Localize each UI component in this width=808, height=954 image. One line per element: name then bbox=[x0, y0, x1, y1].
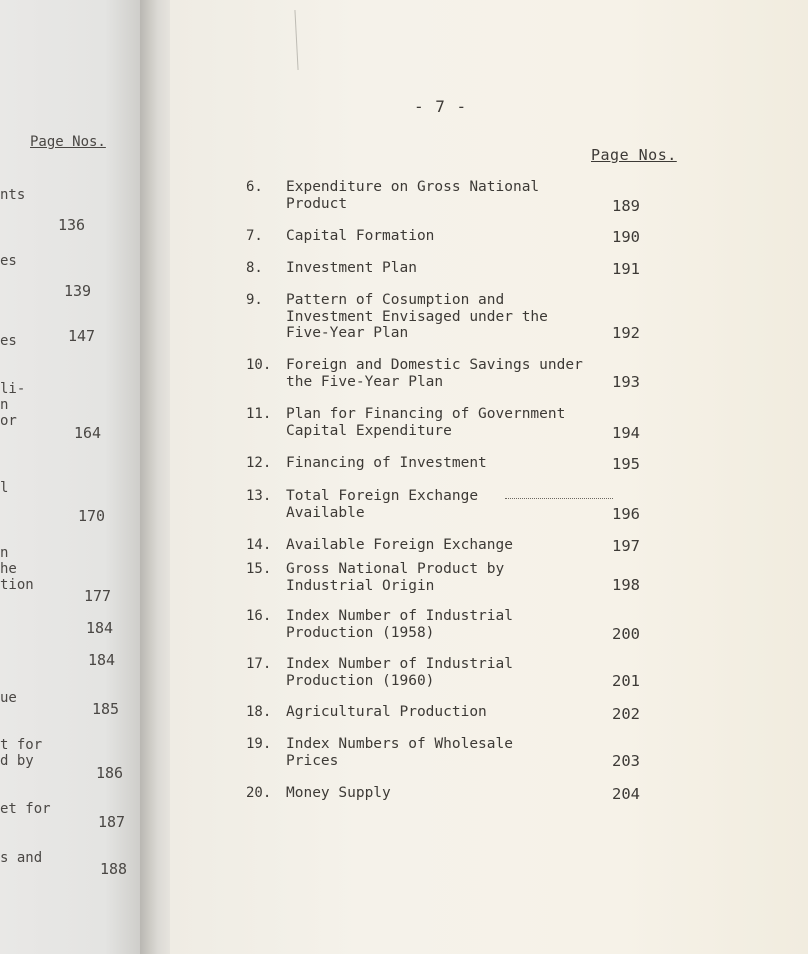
left-fragment-page: 186 bbox=[96, 764, 124, 782]
entry-page: 195 bbox=[612, 455, 640, 473]
entry-number: 18. bbox=[246, 704, 272, 720]
entry-number: 10. bbox=[246, 357, 272, 373]
entry-number: 20. bbox=[246, 785, 272, 801]
left-fragment-page: 187 bbox=[98, 813, 126, 831]
left-fragment-text: es bbox=[0, 253, 17, 269]
entry-title: Plan for Financing of Government Capital Expenditure bbox=[286, 406, 566, 439]
entry-title: Pattern of Cosumption and Investment Envisaged under the Five-Year Plan bbox=[286, 292, 548, 341]
left-fragment-page: 184 bbox=[86, 619, 114, 637]
right-page bbox=[170, 0, 808, 954]
left-page bbox=[0, 0, 150, 954]
entry-page: 194 bbox=[612, 424, 640, 442]
entry-title: Total Foreign Exchange Available bbox=[286, 488, 479, 521]
page-number: - 7 - bbox=[414, 97, 468, 116]
entry-page: 204 bbox=[612, 785, 640, 803]
left-fragment-text: n he tion bbox=[0, 545, 34, 593]
left-fragment-text: ue bbox=[0, 690, 17, 706]
entry-title: Available Foreign Exchange bbox=[286, 537, 513, 553]
entry-number: 11. bbox=[246, 406, 272, 422]
entry-title: Index Numbers of Wholesale Prices bbox=[286, 736, 513, 769]
left-fragment-text: t for d by bbox=[0, 737, 43, 769]
left-fragment-page: 185 bbox=[92, 700, 120, 718]
left-fragment-page: 170 bbox=[78, 507, 106, 525]
entry-title: Investment Plan bbox=[286, 260, 417, 276]
entry-number: 13. bbox=[246, 488, 272, 504]
entry-title: Foreign and Domestic Savings under the Five-Year Plan bbox=[286, 357, 583, 390]
page-nos-header: Page Nos. bbox=[591, 146, 677, 164]
entry-page: 201 bbox=[612, 672, 640, 690]
left-fragment-text: li- n or bbox=[0, 381, 26, 429]
entry-number: 7. bbox=[246, 228, 263, 244]
entry-title: Financing of Investment bbox=[286, 455, 487, 471]
entry-title: Money Supply bbox=[286, 785, 391, 801]
left-fragment-page: 139 bbox=[64, 282, 92, 300]
entry-title: Index Number of Industrial Production (1958) bbox=[286, 608, 513, 641]
entry-title: Capital Formation bbox=[286, 228, 435, 244]
left-fragment-text: l bbox=[0, 480, 9, 496]
entry-page: 200 bbox=[612, 625, 640, 643]
entry-number: 9. bbox=[246, 292, 263, 308]
entry-title: Expenditure on Gross National Product bbox=[286, 179, 540, 212]
entry-number: 19. bbox=[246, 736, 272, 752]
entry-page: 203 bbox=[612, 752, 640, 770]
left-fragment-page: 188 bbox=[100, 860, 128, 878]
entry-page: 191 bbox=[612, 260, 640, 278]
entry-number: 8. bbox=[246, 260, 263, 276]
left-fragment-page: 136 bbox=[58, 216, 86, 234]
entry-page: 192 bbox=[612, 324, 640, 342]
entry-number: 6. bbox=[246, 179, 263, 195]
entry-page: 189 bbox=[612, 197, 640, 215]
left-page-header: Page Nos. bbox=[30, 134, 106, 150]
entry-number: 12. bbox=[246, 455, 272, 471]
left-fragment-text: nts bbox=[0, 187, 26, 203]
leader-dots bbox=[505, 498, 613, 499]
entry-title: Gross National Product by Industrial Origin bbox=[286, 561, 505, 594]
entry-page: 197 bbox=[612, 537, 640, 555]
left-fragment-page: 177 bbox=[84, 587, 112, 605]
entry-title: Agricultural Production bbox=[286, 704, 487, 720]
left-fragment-page: 184 bbox=[88, 651, 116, 669]
entry-number: 16. bbox=[246, 608, 272, 624]
entry-page: 193 bbox=[612, 373, 640, 391]
entry-page: 196 bbox=[612, 505, 640, 523]
left-fragment-page: 164 bbox=[74, 424, 102, 442]
entry-page: 198 bbox=[612, 576, 640, 594]
entry-page: 202 bbox=[612, 705, 640, 723]
entry-number: 14. bbox=[246, 537, 272, 553]
entry-number: 15. bbox=[246, 561, 272, 577]
left-fragment-page: 147 bbox=[68, 327, 96, 345]
left-fragment-text: es bbox=[0, 333, 17, 349]
entry-title: Index Number of Industrial Production (1960) bbox=[286, 656, 513, 689]
left-fragment-text: s and bbox=[0, 850, 43, 866]
entry-page: 190 bbox=[612, 228, 640, 246]
left-fragment-text: et for bbox=[0, 801, 51, 817]
entry-number: 17. bbox=[246, 656, 272, 672]
